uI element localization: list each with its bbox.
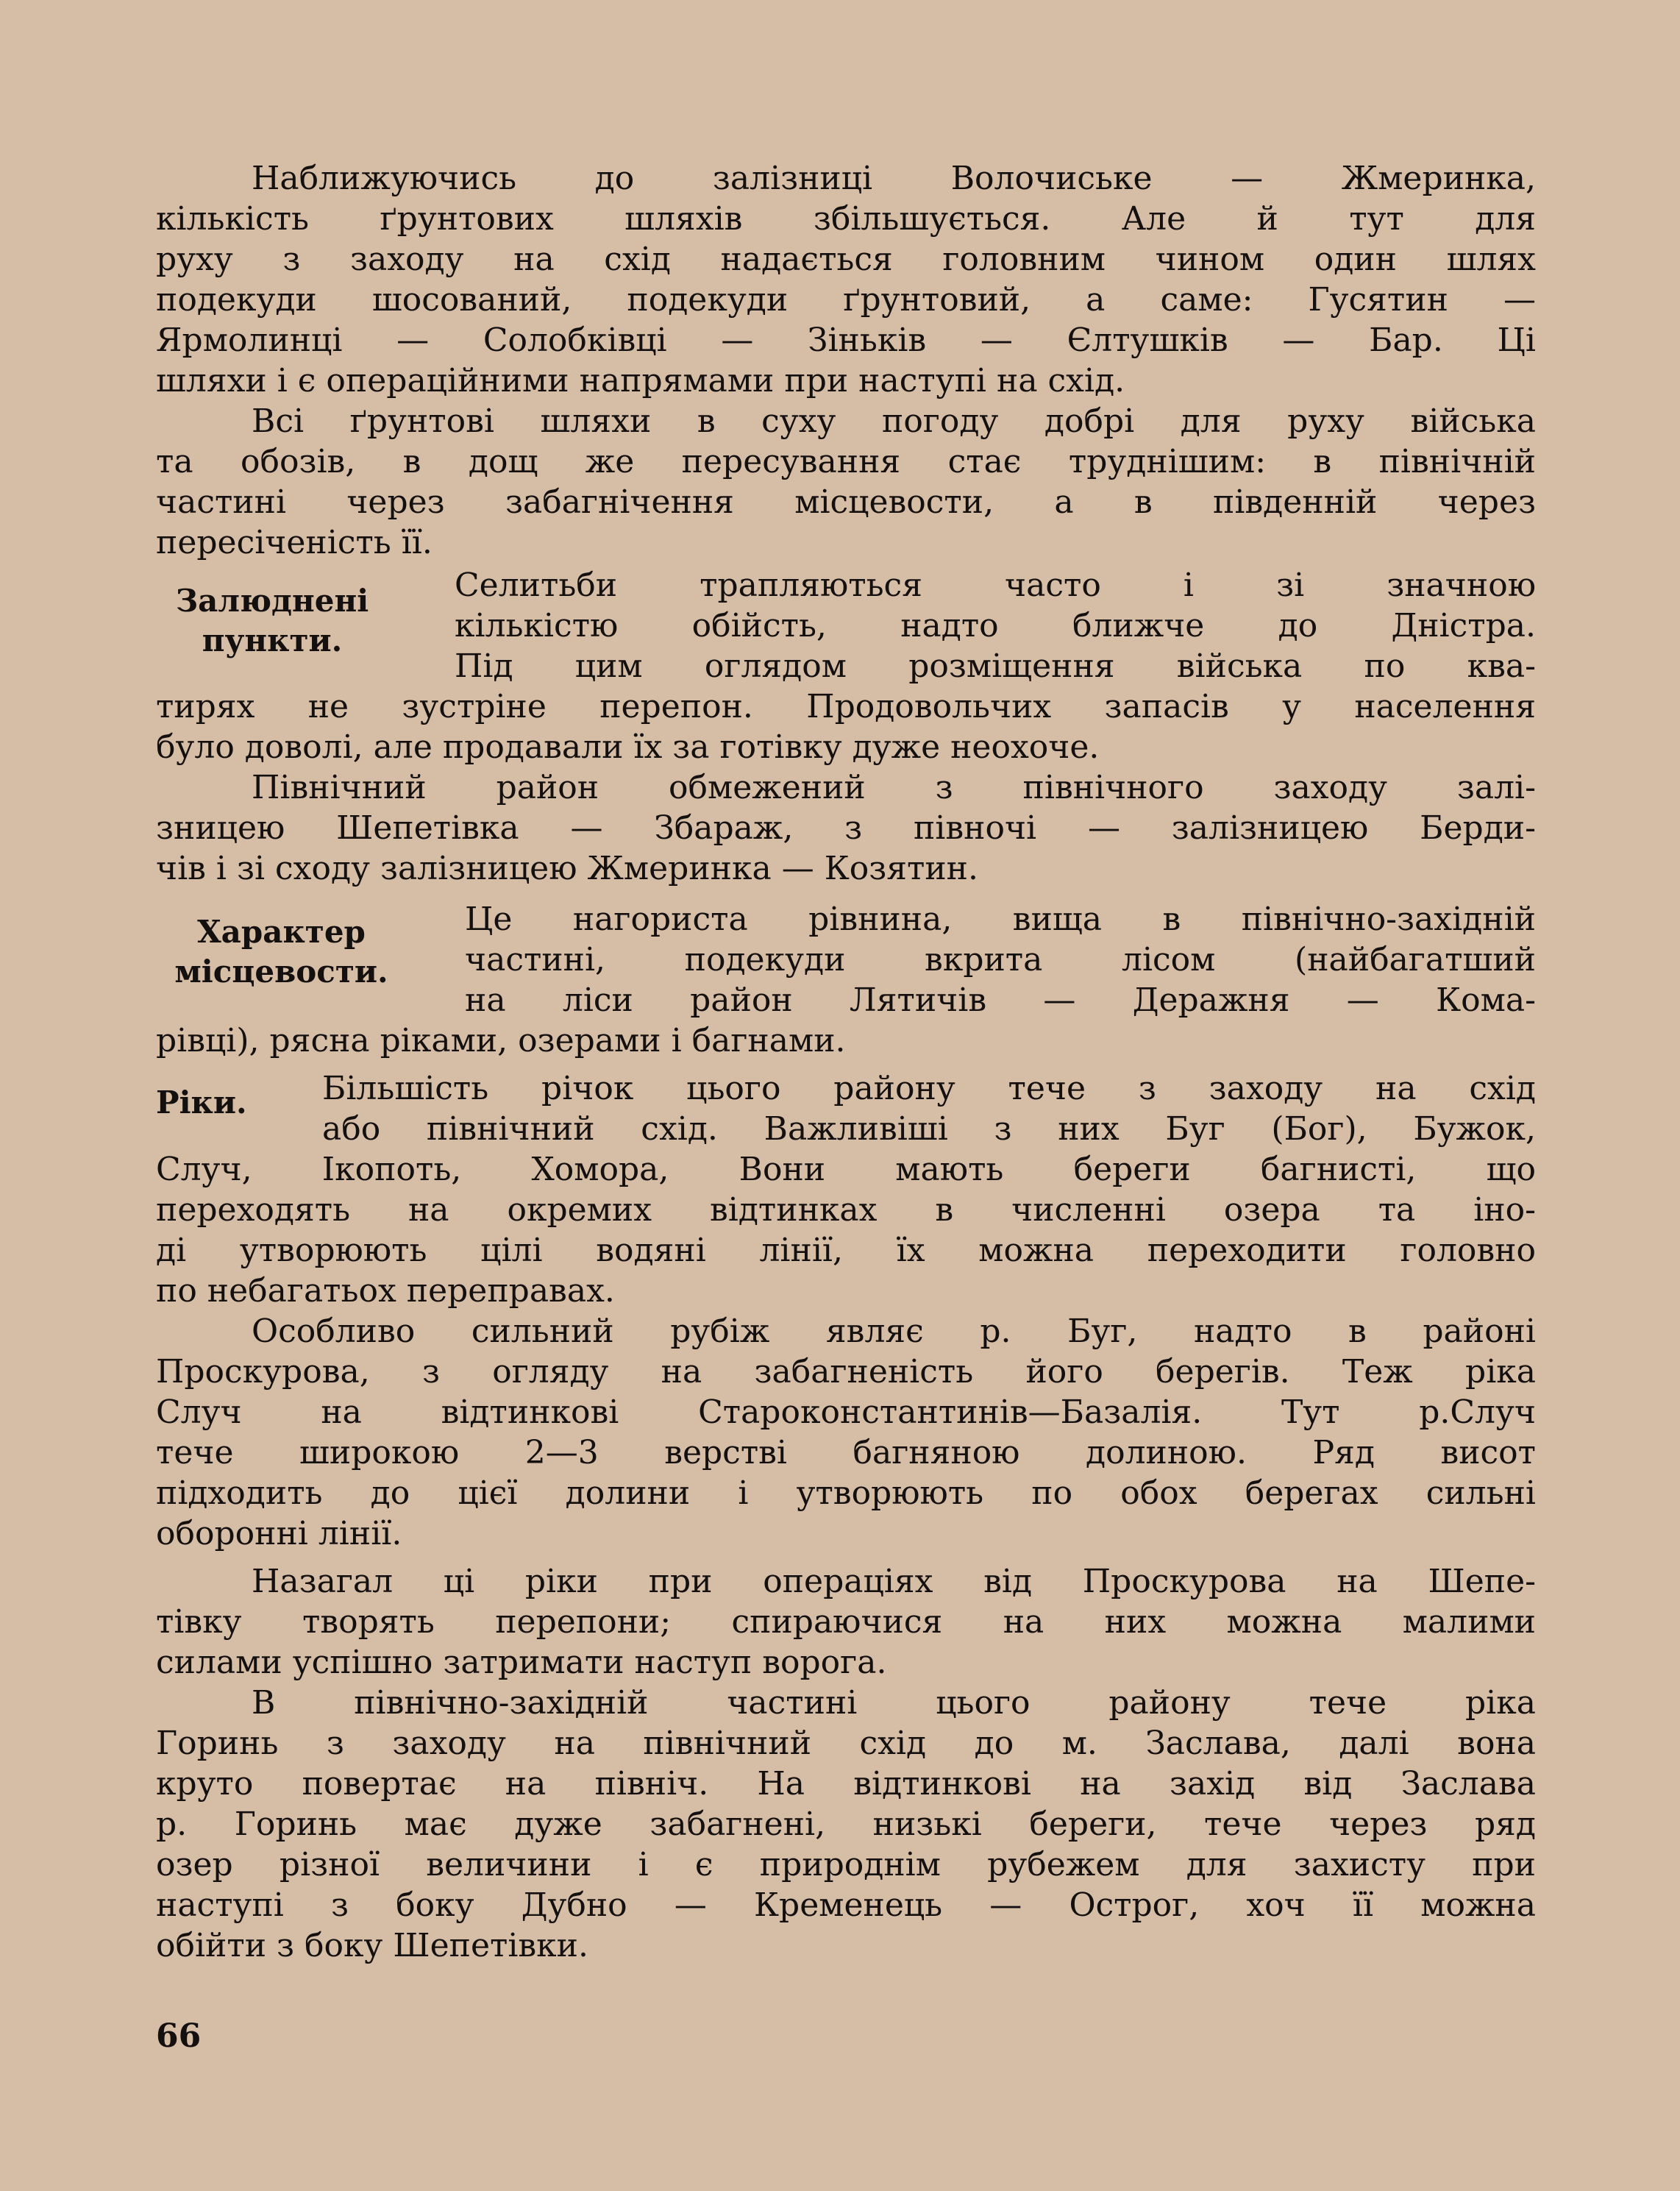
text-line: зницею Шепетівка — Збараж, з півночі — залізницею Берди- [156, 809, 1536, 847]
text-line: Всі ґрунтові шляхи в суху погоду добрі для руху війська [252, 402, 1536, 440]
text-line: наступі з боку Дубно — Кременець — Острог, хоч її можна [156, 1886, 1536, 1924]
text-line: Назагал ці ріки при операціях від Проскурова на Шепе- [252, 1563, 1536, 1600]
text-line: Случ на відтинкові Староконстантинів—Базалія. Тут р.Случ [156, 1393, 1536, 1431]
text-line: озер різної величини і є природнім рубежем для захисту при [156, 1846, 1536, 1883]
text-line: Случ, Ікопоть, Хомора, Вони мають береги багнисті, що [156, 1151, 1536, 1188]
text-line: Наближуючись до залізниці Волочиське — Жмеринка, [252, 160, 1536, 197]
text-line: шляхи і є операційними напрямами при наступі на схід. [156, 362, 1125, 400]
text-line: Це нагориста рівнина, вища в північно-західній [465, 901, 1536, 938]
text-line: кількість ґрунтових шляхів збільшується. Але й тут для [156, 200, 1536, 238]
page-number: 66 [156, 2017, 202, 2055]
text-line: Проскурова, з огляду на забагненість його берегів. Теж ріка [156, 1353, 1536, 1391]
text-line: Селитьби трапляються часто і зі значною [455, 567, 1536, 604]
text-line: та обозів, в дощ же пересування стає труднішим: в північній [156, 443, 1536, 480]
side-heading-rivers: Ріки. [156, 1084, 247, 1121]
text-line: руху з заходу на схід надається головним чином один шлях [156, 241, 1536, 278]
text-line: ді утворюють цілі водяні лінії, їх можна переходити головно [156, 1232, 1536, 1269]
side-heading-settlements: Залюднені пункти. [175, 583, 369, 658]
text-line: Під цим оглядом розміщення війська по ква- [455, 647, 1536, 685]
text-line: кількістю обійсть, надто ближче до Дністра. [455, 607, 1536, 644]
text-line: силами успішно затримати наступ ворога. [156, 1644, 887, 1681]
text-line: круто повертає на північ. На відтинкові на захід від Заслава [156, 1765, 1536, 1803]
text-line: частині через забагнічення місцевости, а в південній через [156, 483, 1536, 521]
text-line: Особливо сильний рубіж являє р. Буг, надто в районі [252, 1313, 1536, 1350]
text-line: Горинь з заходу на північний схід до м. Заслава, далі вона [156, 1725, 1536, 1762]
text-line: Ярмолинці — Солобківці — Зіньків — Єлтушків — Бар. Ці [156, 322, 1536, 359]
text-line: В північно-західній частині цього району тече ріка [252, 1684, 1536, 1722]
text-line: оборонні лінії. [156, 1515, 402, 1552]
text-line: р. Горинь має дуже забагнені, низькі береги, тече через ряд [156, 1805, 1536, 1843]
text-line: на ліси район Лятичів — Деражня — Кома- [465, 981, 1536, 1019]
text-line: тівку творять перепони; спираючися на них можна малими [156, 1603, 1536, 1641]
text-line: Більшість річок цього району тече з заходу на схід [322, 1070, 1536, 1107]
text-line: подекуди шосований, подекуди ґрунтовий, а саме: Гусятин — [156, 281, 1536, 319]
text-line: підходить до цієї долини і утворюють по обох берегах сильні [156, 1474, 1536, 1512]
text-line: тирях не зустріне перепон. Продовольчих запасів у населення [156, 688, 1536, 725]
side-heading-terrain: Характер місцевости. [174, 914, 388, 990]
text-line: рівці), рясна ріками, озерами і багнами. [156, 1022, 846, 1059]
text-line: Північний район обмежений з північного заходу залі- [252, 769, 1536, 806]
text-line: було доволі, але продавали їх за готівку дуже неохоче. [156, 728, 1100, 766]
text-line: пересіченість її. [156, 524, 433, 561]
text-line: по небагатьох переправах. [156, 1272, 615, 1310]
text-line: чів і зі сходу залізницею Жмеринка — Козятин. [156, 850, 978, 887]
text-line: тече широкою 2—3 верстві багняною долиною. Ряд висот [156, 1434, 1536, 1471]
text-line: обійти з боку Шепетівки. [156, 1927, 588, 1964]
text-line: або північний схід. Важливіші з них Буг (Бог), Бужок, [322, 1110, 1536, 1148]
text-line: переходять на окремих відтинках в численні озера та іно- [156, 1191, 1536, 1229]
text-line: частині, подекуди вкрита лісом (найбагатший [465, 941, 1536, 979]
